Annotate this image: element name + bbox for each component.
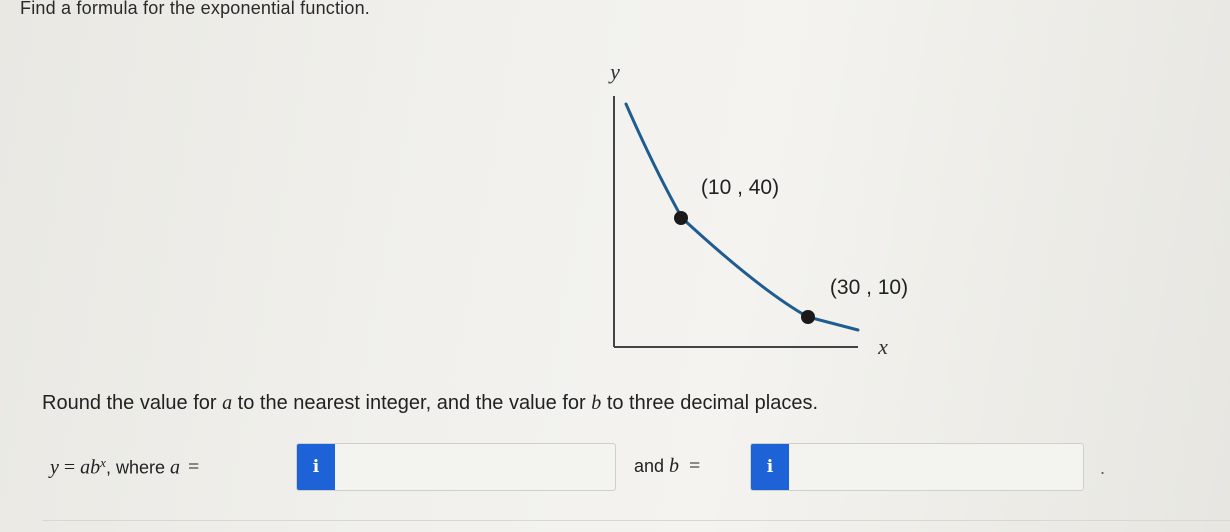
b-label: b bbox=[669, 455, 680, 477]
data-point-1 bbox=[674, 211, 688, 225]
divider bbox=[42, 520, 1230, 521]
instruction-text bbox=[42, 392, 818, 415]
equation-y: y bbox=[50, 456, 59, 479]
y-axis-label: y bbox=[610, 59, 620, 84]
instruction-part3: to three decimal places. bbox=[601, 392, 819, 414]
a-info-icon[interactable]: i bbox=[297, 444, 335, 490]
and-text: and bbox=[634, 456, 670, 476]
data-point-1-label: (10 , 40) bbox=[700, 176, 780, 199]
trailing-period: . bbox=[1100, 458, 1106, 478]
instruction-part2: to the nearest integer, and the value for bbox=[232, 392, 592, 414]
a-label: a bbox=[169, 456, 180, 479]
data-point-2-label: (30 , 10) bbox=[829, 276, 909, 299]
equation-rhs: ab bbox=[80, 456, 101, 479]
a-answer-field[interactable] bbox=[296, 443, 616, 491]
a-input[interactable] bbox=[337, 444, 615, 490]
x-axis-label: x bbox=[878, 334, 888, 359]
instruction-var-b: b bbox=[591, 392, 602, 414]
instruction-var-a: a bbox=[222, 392, 233, 414]
b-equals: = bbox=[689, 455, 701, 477]
equation-equals: = bbox=[58, 456, 81, 479]
and-b-label bbox=[634, 455, 700, 478]
data-point-2 bbox=[801, 310, 815, 324]
b-info-icon[interactable]: i bbox=[751, 444, 789, 490]
equation-label bbox=[50, 455, 199, 479]
where-text: , where bbox=[105, 457, 170, 478]
question-title: Find a formula for the exponential function. bbox=[20, 0, 371, 18]
b-input[interactable] bbox=[791, 444, 1083, 490]
b-answer-field[interactable] bbox=[750, 443, 1084, 491]
instruction-part1: Round the value for bbox=[42, 392, 223, 414]
equation-exponent: x bbox=[100, 455, 106, 470]
exponential-curve bbox=[626, 104, 858, 330]
a-equals: = bbox=[187, 456, 200, 479]
